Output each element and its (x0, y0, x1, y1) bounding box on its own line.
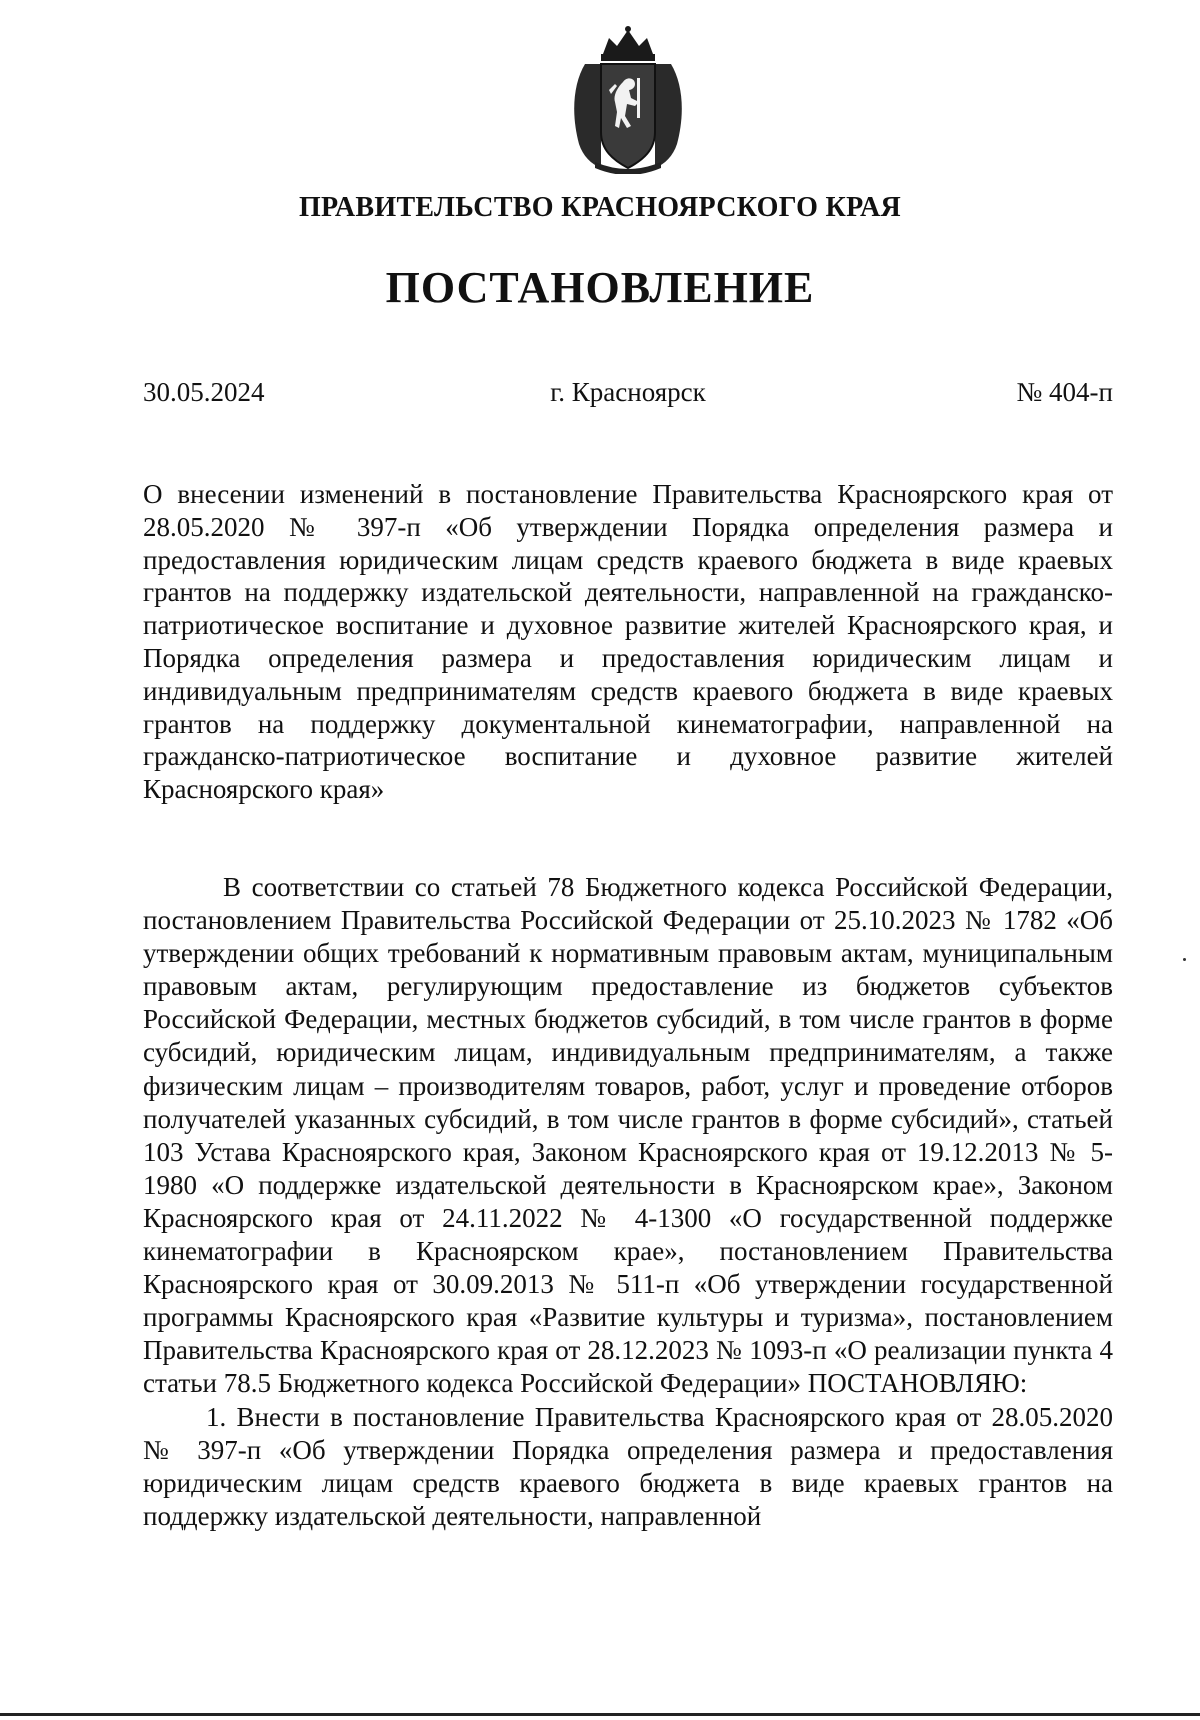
document-type-title: ПОСТАНОВЛЕНИЕ (385, 263, 815, 312)
document-city: г. Красноярск (550, 377, 706, 407)
document-number: № 404-п (1016, 377, 1113, 407)
document-meta-row (143, 377, 1113, 413)
krasnoyarsk-coat-of-arms-icon (565, 24, 691, 174)
scan-speck (1183, 958, 1186, 961)
document-date: 30.05.2024 (143, 377, 265, 407)
document-subject: О внесении изменений в постановление Правительства Красноярского края от 28.05.2020 № 397-п «Об утверждении Порядка определения размера и предоставления юридическим лицам средств краевого бюджета в виде краевых грантов на поддержку издательской деятельности, направленной на гражданско-патриотическое воспитание и духовное развитие жителей Красноярского края, и Порядка определения размера и предоставления юридическим лицам и индивидуальным предпринимателям средств краевого бюджета в виде краевых грантов на поддержку документальной кинематографии, направленной на гражданско-патриотическое воспитание и духовное развитие жителей Красноярского края» (143, 479, 1113, 805)
point-1-paragraph: 1. Внести в постановление Правительства Красноярского края от 28.05.2020 № 397-п «Об утверждении Порядка определения размера и предоставления юридическим лицам средств краевого бюджета в виде краевых грантов на поддержку издательской деятельности, направленной (143, 1401, 1113, 1531)
document-body (143, 871, 1113, 1533)
authority-title: ПРАВИТЕЛЬСТВО КРАСНОЯРСКОГО КРАЯ (298, 192, 902, 223)
preamble-paragraph: В соответствии со статьей 78 Бюджетного кодекса Российской Федерации, постановлением Правительства Российской Федерации от 25.10.2023 № 1782 «Об утверждении общих требований к нормативным правовым актам, муниципальным правовым актам, регулирующим предоставление из бюджетов субъектов Российской Федерации, местных бюджетов субсидий, в том числе грантов в форме субсидий, юридическим лицам, индивидуальным предпринимателям, а также физическим лицам – производителям товаров, работ, услуг и проведение отборов получателей указанных субсидий, в том числе грантов в форме субсидий», статьей 103 Устава Красноярского края, Законом Красноярского края от 19.12.2013 № 5-1980 «О поддержке издательской деятельности в Красноярском крае», Законом Красноярского края от 24.11.2022 № 4-1300 «О государственной поддержке кинематографии в Красноярском крае», постановлением Правительства Красноярского края от 30.09.2013 № 511-п «Об утверждении государственной программы Красноярского края «Развитие культуры и туризма», постановлением Правительства Красноярского края от 28.12.2023 № 1093-п «О реализации пункта 4 статьи 78.5 Бюджетного кодекса Российской Федерации» ПОСТАНОВЛЯЮ: (143, 872, 1113, 1399)
scan-bottom-edge (0, 1713, 1200, 1716)
